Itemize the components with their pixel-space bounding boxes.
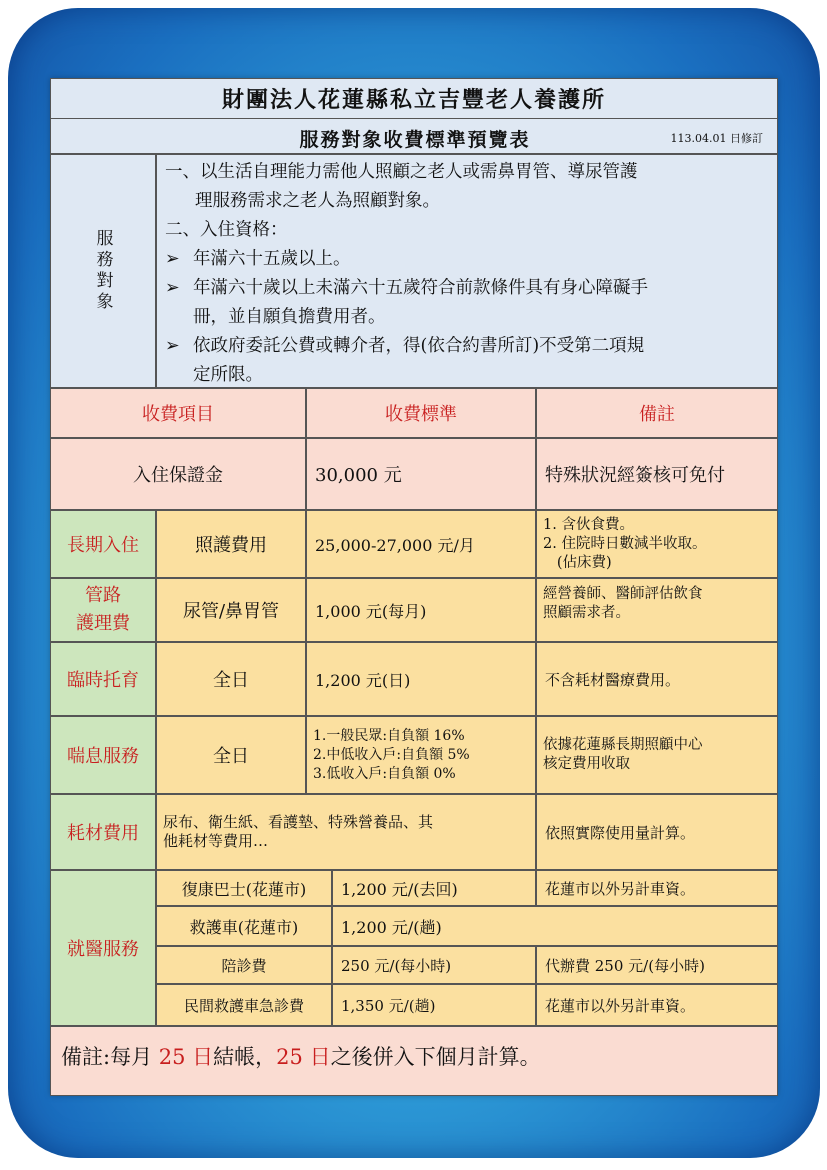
long-term-note-2: 2. 住院時日數減半收取。 [543,535,707,552]
fee-sheet [50,78,778,1096]
temp-item: 全日 [156,642,306,716]
bullet-3-line2: 定所限。 [193,365,263,385]
header-note: 備註 [536,388,778,438]
bullet-1 [165,245,777,274]
respite-fee-3: 3.低收入戶:自負額 0% [313,765,456,782]
respite-note-1: 依據花蓮縣長期照顧中心 [543,737,703,753]
page-subtitle: 服務對象收費標準預覽表 [299,129,531,151]
bullet-3-line1: 依政府委託公費或轉介者，得(依合約書所訂)不受第二項規 [193,336,645,356]
bullet-arrow-icon: ➢ [165,278,180,298]
long-term-note-3: (佔床費) [543,554,612,571]
tube-category [50,578,156,642]
medical-fee-1: 1,200 元/(去回) [332,870,536,906]
bullet-3 [165,332,777,361]
bullet-2-line2: 冊，並自願負擔費用者。 [193,307,386,327]
footer-day-2: 25 日 [276,1045,331,1069]
temp-fee: 1,200 元(日) [306,642,536,716]
footer-day-1: 25 日 [158,1045,214,1069]
respite-fees [306,716,536,794]
medical-note-1: 花蓮市以外另計車資。 [536,870,778,906]
medical-category: 就醫服務 [50,870,156,1026]
medical-item-1: 復康巴士(花蓮市) [156,870,332,906]
bullet-2 [165,274,777,303]
tube-item: 尿管/鼻胃管 [156,578,306,642]
tube-category-line1: 管路 [85,585,121,606]
supplies-note: 依照實際使用量計算。 [536,794,778,870]
supplies-items [156,794,536,870]
long-term-item: 照護費用 [156,510,306,578]
bullet-arrow-icon: ➢ [165,336,180,356]
footer-suffix: 之後併入下個月計算。 [330,1045,541,1069]
respite-category: 喘息服務 [50,716,156,794]
target-item-2: 二、入住資格： [165,220,288,240]
long-term-fee: 25,000-27,000 元/月 [306,510,536,578]
supplies-items-line2: 他耗材等費用… [163,832,269,850]
deposit-item: 入住保證金 [50,438,306,510]
supplies-category: 耗材費用 [50,794,156,870]
service-target-content [156,154,778,388]
medical-fee-3: 250 元/(每小時) [332,946,536,984]
respite-note-2: 核定費用收取 [543,756,630,772]
tube-fee: 1,000 元(每月) [306,578,536,642]
respite-notes [536,716,778,794]
tube-notes [536,578,778,642]
tube-note-1: 經營養師、醫師評估飲食 [543,586,703,602]
bullet-1-line1: 年滿六十五歲以上。 [193,249,351,269]
footer-mid: 結帳， [213,1045,277,1069]
supplies-items-line1: 尿布、衛生紙、看護墊、特殊營養品、其 [163,813,434,831]
header-fee: 收費標準 [306,388,536,438]
bullet-arrow-icon: ➢ [165,249,180,269]
deposit-fee: 30,000 元 [306,438,536,510]
target-item-1: 一、以生活自理能力需他人照顧之老人或需鼻胃管、導尿管護 [165,162,638,182]
deposit-note: 特殊狀況經簽核可免付 [536,438,778,510]
temp-category: 臨時托育 [50,642,156,716]
bullet-2-line1: 年滿六十歲以上未滿六十五歲符合前款條件具有身心障礙手 [193,278,648,298]
service-target-label-cell [50,154,156,388]
footer-note [50,1026,778,1096]
temp-note: 不含耗材醫療費用。 [536,642,778,716]
subtitle-row [50,118,778,154]
long-term-notes [536,510,778,578]
medical-note-4: 花蓮市以外另計車資。 [536,984,778,1026]
footer-prefix: 備註:每月 [61,1045,153,1069]
target-item-1-cont: 理服務需求之老人為照顧對象。 [195,191,440,211]
long-term-category: 長期入住 [50,510,156,578]
medical-item-3: 陪診費 [156,946,332,984]
page-title: 財團法人花蓮縣私立吉豐老人養護所 [221,87,606,113]
respite-item: 全日 [156,716,306,794]
tube-category-line2: 護理費 [76,613,130,634]
respite-fee-2: 2.中低收入戶:自負額 5% [313,746,470,763]
respite-fee-1: 1.一般民眾:自負額 16% [313,727,465,744]
tube-note-2: 照顧需求者。 [543,605,630,621]
medical-fee-2: 1,200 元/(趟) [332,906,778,946]
service-target-label: 服務對象 [92,229,113,313]
medical-fee-4: 1,350 元/(趟) [332,984,536,1026]
medical-note-3: 代辦費 250 元/(每小時) [536,946,778,984]
title-row [50,78,778,118]
medical-item-2: 救護車(花蓮市) [156,906,332,946]
revision-date: 113.04.01 日修訂 [670,132,763,145]
long-term-note-1: 1. 含伙食費。 [543,516,634,533]
header-item: 收費項目 [50,388,306,438]
medical-item-4: 民間救護車急診費 [156,984,332,1026]
